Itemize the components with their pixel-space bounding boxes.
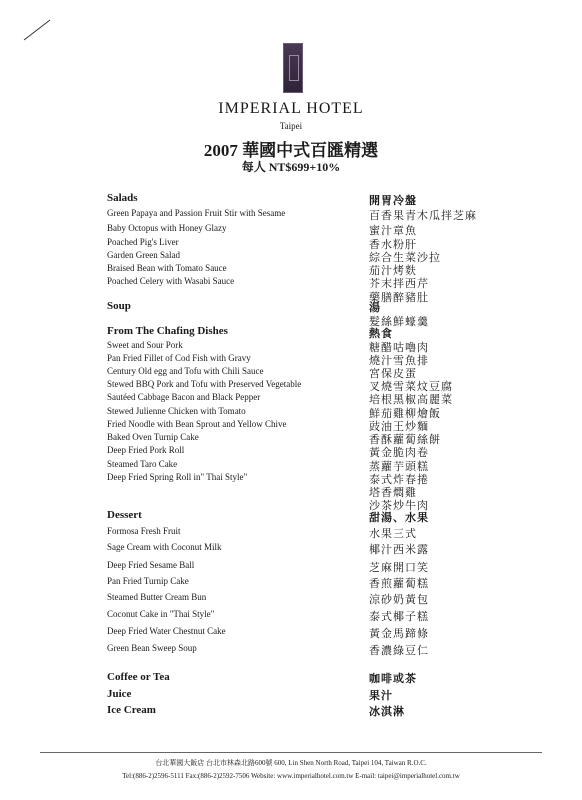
chafing-item-zh: 糖醋咕嚕肉 xyxy=(369,342,429,354)
salad-item-zh: 茄汁烤麩 xyxy=(369,265,417,277)
pen-mark xyxy=(22,18,52,42)
chafing-item-zh: 蒸蘿芋頭糕 xyxy=(369,461,429,473)
chafing-item-en: Pan Fried Fillet of Cod Fish with Gravy xyxy=(107,353,251,363)
dessert-heading-en: Dessert xyxy=(107,509,142,521)
chafing-heading-en: From The Chafing Dishes xyxy=(107,325,228,337)
chafing-item-zh: 泰式炸春捲 xyxy=(369,474,429,486)
salad-item-zh: 藥膳醉豬肚 xyxy=(369,292,429,304)
drink-item-zh: 冰淇淋 xyxy=(369,706,405,718)
chafing-item-zh: 鮮茄雞柳燴飯 xyxy=(369,408,441,420)
chafing-item-en: Fried Noodle with Bean Sprout and Yellow Chive xyxy=(107,419,287,429)
hotel-name: IMPERIAL HOTEL xyxy=(218,100,364,117)
footer-address: 台北華國大飯店 台北市林森北路600號 600, Lin Shen North Road, Taipei 104, Taiwan R.O.C. xyxy=(155,759,427,767)
chafing-item-zh: 黃金脆肉卷 xyxy=(369,447,429,459)
menu-price: 每人 NT$699+10% xyxy=(241,160,341,174)
dessert-item-en: Formosa Fresh Fruit xyxy=(107,526,181,536)
dessert-item-en: Pan Fried Turnip Cake xyxy=(107,576,189,586)
drink-item-zh: 果汁 xyxy=(369,690,393,702)
footer-contact: Tel:(886-2)2596-5111 Fax:(886-2)2592-7506 Website: www.imperialhotel.com.tw E-mail: taipei@imperialhotel.com.tw xyxy=(122,772,460,780)
salad-item-zh: 綜合生菜沙拉 xyxy=(369,252,441,264)
dessert-item-zh: 水果三式 xyxy=(369,528,417,540)
drink-item-en: Ice Cream xyxy=(107,704,156,716)
soup-item-zh: 髮絲鮮蠔羹 xyxy=(369,316,429,328)
chafing-item-en: Sweet and Sour Pork xyxy=(107,340,183,350)
salad-item-zh: 芥末拌西芹 xyxy=(369,278,429,290)
salad-item-en: Garden Green Salad xyxy=(107,250,180,260)
salad-item-en: Braised Bean with Tomato Sauce xyxy=(107,263,227,273)
salads-heading-en: Salads xyxy=(107,192,138,204)
dessert-item-en: Steamed Butter Cream Bun xyxy=(107,592,207,602)
chafing-item-zh: 香酥蘿蔔絲餅 xyxy=(369,434,441,446)
dessert-heading-zh: 甜湯、水果 xyxy=(369,512,429,524)
chafing-item-zh: 塔香燜雞 xyxy=(369,487,417,499)
chafing-item-zh: 豉油王炒麵 xyxy=(369,421,429,433)
chafing-heading-zh: 熱食 xyxy=(369,328,393,340)
soup-heading-zh: 湯 xyxy=(369,302,381,314)
dessert-item-zh: 香煎蘿蔔糕 xyxy=(369,578,429,590)
dessert-item-zh: 涼砂奶黃包 xyxy=(369,594,429,606)
hotel-city: Taipei xyxy=(279,121,303,131)
chafing-item-en: Deep Fried Pork Roll xyxy=(107,445,185,455)
dessert-item-en: Deep Fried Sesame Ball xyxy=(107,560,195,570)
dessert-item-zh: 芝麻開口笑 xyxy=(369,562,429,574)
salad-item-en: Poached Pig's Liver xyxy=(107,237,179,247)
footer-divider xyxy=(40,752,542,753)
drink-item-zh: 咖啡或茶 xyxy=(369,673,417,685)
chafing-item-en: Sautéed Cabbage Bacon and Black Pepper xyxy=(107,392,261,402)
dessert-item-en: Deep Fried Water Chestnut Cake xyxy=(107,626,226,636)
chafing-item-en: Stewed BBQ Pork and Tofu with Preserved Vegetable xyxy=(107,379,302,389)
salad-item-zh: 百香果青木瓜拌芝麻 xyxy=(369,210,477,222)
salad-item-zh: 香水粉肝 xyxy=(369,239,417,251)
chafing-item-en: Deep Fried Spring Roll in" Thai Style" xyxy=(107,472,248,482)
dessert-item-en: Sage Cream with Coconut Milk xyxy=(107,542,222,552)
menu-title: 2007 華國中式百匯精選 xyxy=(203,141,379,160)
chafing-item-zh: 培根黑椒高麗菜 xyxy=(369,394,453,406)
chafing-item-zh: 燒汁雪魚排 xyxy=(369,355,429,367)
salad-item-en: Baby Octopus with Honey Glazy xyxy=(107,223,227,233)
chafing-item-zh: 叉燒雪菜炆豆腐 xyxy=(369,381,453,393)
drink-item-en: Juice xyxy=(107,688,132,700)
chafing-item-en: Century Old egg and Tofu with Chili Sauce xyxy=(107,366,264,376)
hotel-logo xyxy=(283,43,303,93)
salad-item-en: Green Papaya and Passion Fruit Stir with Sesame xyxy=(107,208,286,218)
drink-item-en: Coffee or Tea xyxy=(107,671,170,683)
chafing-item-zh: 宮保皮蛋 xyxy=(369,368,417,380)
dessert-item-en: Green Bean Sweep Soup xyxy=(107,643,197,653)
dessert-item-en: Coconut Cake in "Thai Style" xyxy=(107,609,215,619)
salads-heading-zh: 開胃冷盤 xyxy=(369,195,417,207)
dessert-item-zh: 香濃綠豆仁 xyxy=(369,645,429,657)
chafing-item-zh: 沙茶炒牛肉 xyxy=(369,500,429,512)
chafing-item-en: Stewed Julienne Chicken with Tomato xyxy=(107,406,246,416)
chafing-item-en: Baked Oven Turnip Cake xyxy=(107,432,199,442)
chafing-item-en: Steamed Taro Cake xyxy=(107,459,178,469)
dessert-item-zh: 椰汁西米露 xyxy=(369,544,429,556)
salad-item-zh: 蜜汁章魚 xyxy=(369,225,417,237)
salad-item-en: Poached Celery with Wasabi Sauce xyxy=(107,276,235,286)
dessert-item-zh: 黃金馬蹄條 xyxy=(369,628,429,640)
soup-heading-en: Soup xyxy=(107,300,131,312)
dessert-item-zh: 泰式椰子糕 xyxy=(369,611,429,623)
